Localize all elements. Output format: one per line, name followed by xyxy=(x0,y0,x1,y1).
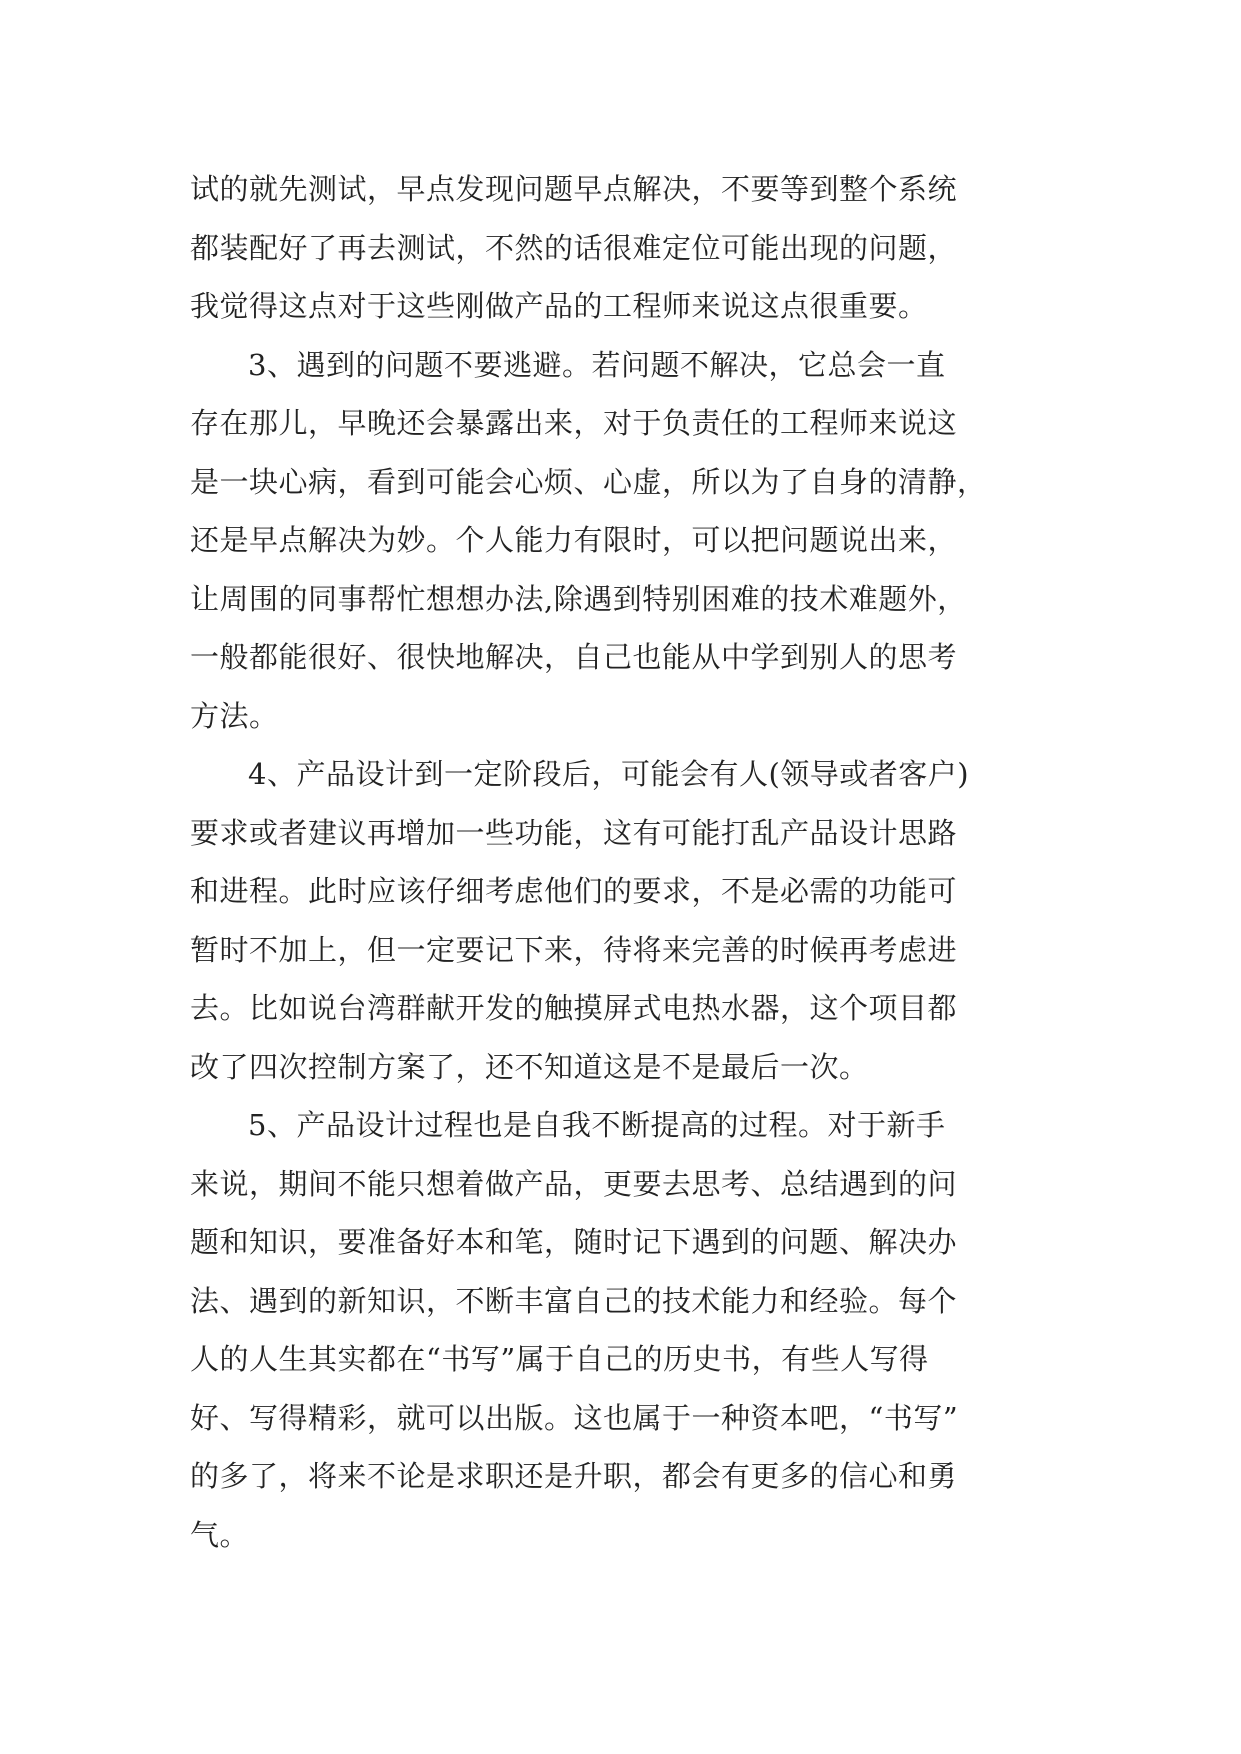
text-line: 好、写得精彩，就可以出版。这也属于一种资本吧，“书写” xyxy=(190,1400,959,1435)
text-line: 法、遇到的新知识，不断丰富自己的技术能力和经验。每个 xyxy=(190,1283,958,1318)
body-text xyxy=(190,160,1060,1564)
text-line: 改了四次控制方案了，还不知道这是不是最后一次。 xyxy=(190,1049,869,1084)
text-line: 和进程。此时应该仔细考虑他们的要求，不是必需的功能可 xyxy=(190,874,958,908)
text-line: 3、遇到的问题不要逃避。若问题不解决，它总会一直 xyxy=(248,347,946,382)
text-line: 让周围的同事帮忙想想办法,除遇到特别困难的技术难题外， xyxy=(190,581,967,616)
text-line: 是一块心病，看到可能会心烦、心虚，所以为了自身的清静， xyxy=(190,464,987,499)
text-line: 一般都能很好、很快地解决，自己也能从中学到别人的思考 xyxy=(190,640,958,674)
text-line: 要求或者建议再增加一些功能，这有可能打乱产品设计思路 xyxy=(190,815,958,850)
text-line: 都装配好了再去测试，不然的话很难定位可能出现的问题， xyxy=(190,230,958,265)
text-line: 试的就先测试，早点发现问题早点解决，不要等到整个系统 xyxy=(190,172,958,206)
text-line: 的多了，将来不论是求职还是升职，都会有更多的信心和勇 xyxy=(190,1459,958,1493)
text-line: 题和知识，要准备好本和笔，随时记下遇到的问题、解决办 xyxy=(190,1225,958,1259)
text-line: 我觉得这点对于这些刚做产品的工程师来说这点很重要。 xyxy=(190,289,928,323)
text-line: 还是早点解决为妙。个人能力有限时，可以把问题说出来， xyxy=(190,523,958,557)
text-line: 方法。 xyxy=(190,698,279,733)
text-line: 去。比如说台湾群献开发的触摸屏式电热水器，这个项目都 xyxy=(190,991,958,1025)
text-line: 暂时不加上，但一定要记下来，待将来完善的时候再考虑进 xyxy=(190,932,958,967)
text-line: 5、产品设计过程也是自我不断提高的过程。对于新手 xyxy=(248,1108,946,1142)
text-line: 存在那儿，早晚还会暴露出来，对于负责任的工程师来说这 xyxy=(190,406,958,440)
text-line: 4、产品设计到一定阶段后，可能会有人(领导或者客户) xyxy=(248,757,970,791)
text-line: 来说，期间不能只想着做产品，更要去思考、总结遇到的问 xyxy=(190,1166,958,1201)
text-line: 人的人生其实都在“书写”属于自己的历史书，有些人写得 xyxy=(190,1342,929,1376)
text-line: 气。 xyxy=(190,1517,250,1552)
